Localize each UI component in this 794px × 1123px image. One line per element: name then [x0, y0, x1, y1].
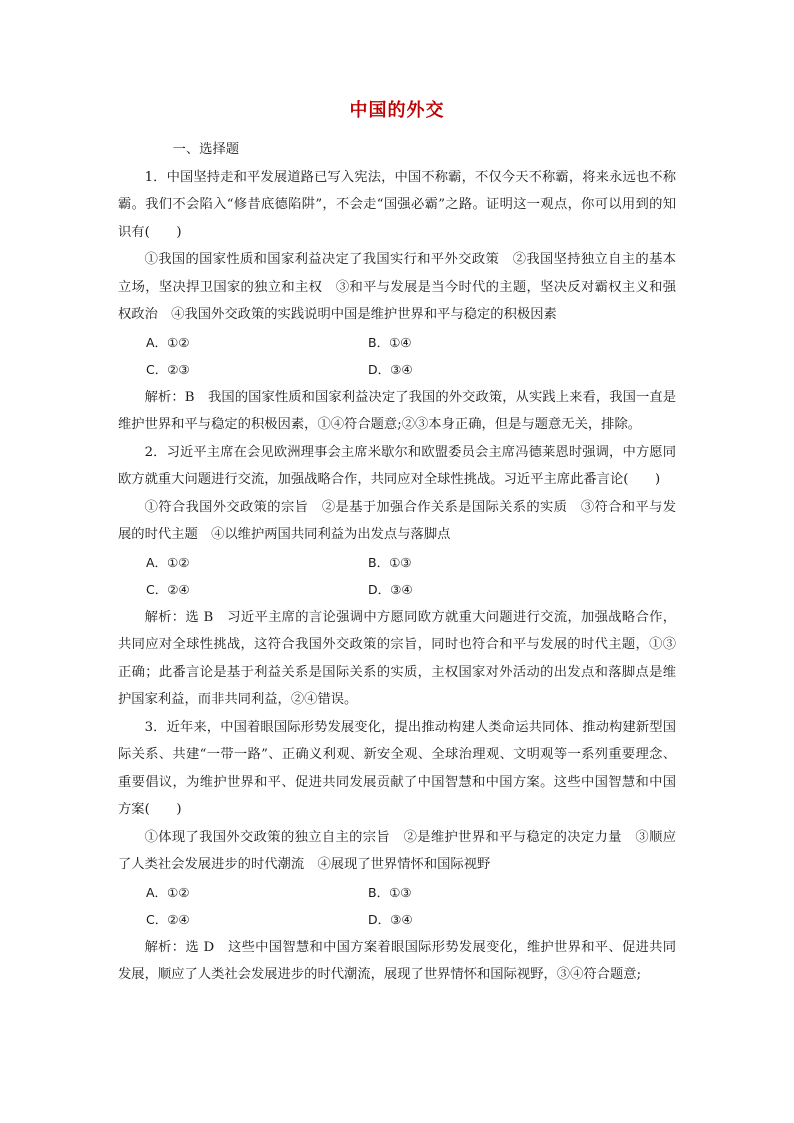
q3-option-c: C．②④	[146, 912, 190, 927]
q1-options-row-1	[118, 329, 676, 357]
q1-option-d: D．③④	[368, 362, 413, 377]
q2-options-row-1	[118, 549, 676, 577]
q1-stem: 1．中国坚持走和平发展道路已写入宪法，中国不称霸，不仅今天不称霸，将来永远也不称霸。我们不会陷入“修昔底德陷阱”，不会走“国强必霸”之路。证明这一观点，你可以用到的知识有( )	[118, 169, 676, 240]
q3-analysis: 解析：选 D 这些中国智慧和中国方案着眼国际形势发展变化，维护世界和平、促进共同发展，顺应了人类社会发展进步的时代潮流，展现了世界情怀和国际视野，③④符合题意;	[118, 939, 676, 982]
q3-options-row-1	[118, 879, 676, 907]
q2-option-c: C．②④	[146, 582, 190, 597]
q2-option-a: A．①②	[146, 554, 190, 570]
q2-items: ①符合我国外交政策的宗旨 ②是基于加强合作关系是国际关系的实质 ③符合和平与发展的时代主题 ④以维护两国共同利益为出发点与落脚点	[118, 499, 676, 542]
q3-option-a: A．①②	[146, 884, 190, 900]
q1-option-b: B．①④	[368, 334, 412, 350]
q3-stem: 3．近年来，中国着眼国际形势发展变化，提出推动构建人类命运共同体、推动构建新型国际关系、共建“一带一路”、正确义利观、新安全观、全球治理观、文明观等一系列重要理念、重要倡议，为维护世界和平、促进共同发展贡献了中国智慧和中国方案。这些中国智慧和中国方案( )	[118, 719, 676, 817]
q1-option-c: C．②③	[146, 362, 190, 377]
q1-options-row-2	[118, 356, 676, 384]
q2-analysis: 解析：选 B 习近平主席的言论强调中方愿同欧方就重大问题进行交流，加强战略合作，共同应对全球性挑战，这符合我国外交政策的宗旨，同时也符合和平与发展的时代主题，①③正确；此番言论是基于利益关系是国际关系的实质，主权国家对外活动的出发点和落脚点是维护国家利益，而非共同利益，②④错误。	[118, 609, 676, 707]
q3-options-row-2	[118, 906, 676, 934]
q3-option-d: D．③④	[368, 912, 413, 927]
q2-option-d: D．③④	[368, 582, 413, 597]
q1-items: ①我国的国家性质和国家利益决定了我国实行和平外交政策 ②我国坚持独立自主的基本立场，坚决捍卫国家的独立和主权 ③和平与发展是当今时代的主题，坚决反对霸权主义和强权政治 ④我国外交政策的实践说明中国是维护世界和平与稳定的积极因素	[118, 252, 676, 322]
q2-option-b: B．①③	[368, 554, 412, 570]
q1-analysis: 解析：B 我国的国家性质和国家利益决定了我国的外交政策，从实践上来看，我国一直是维护世界和平与稳定的积极因素，①④符合题意;②③本身正确，但是与题意无关，排除。	[118, 389, 676, 432]
q3-option-b: B．①③	[368, 884, 412, 900]
page-title: 中国的外交	[349, 100, 445, 121]
section-heading: 一、选择题	[172, 142, 240, 157]
q1-option-a: A．①②	[146, 334, 190, 350]
q2-options-row-2	[118, 576, 676, 604]
q3-items: ①体现了我国外交政策的独立自主的宗旨 ②是维护世界和平与稳定的决定力量 ③顺应了人类社会发展进步的时代潮流 ④展现了世界情怀和国际视野	[118, 829, 676, 872]
q2-stem: 2．习近平主席在会见欧洲理事会主席米歇尔和欧盟委员会主席冯德莱恩时强调，中方愿同欧方就重大问题进行交流，加强战略合作，共同应对全球性挑战。习近平主席此番言论( )	[118, 444, 676, 487]
document-body	[118, 136, 676, 989]
